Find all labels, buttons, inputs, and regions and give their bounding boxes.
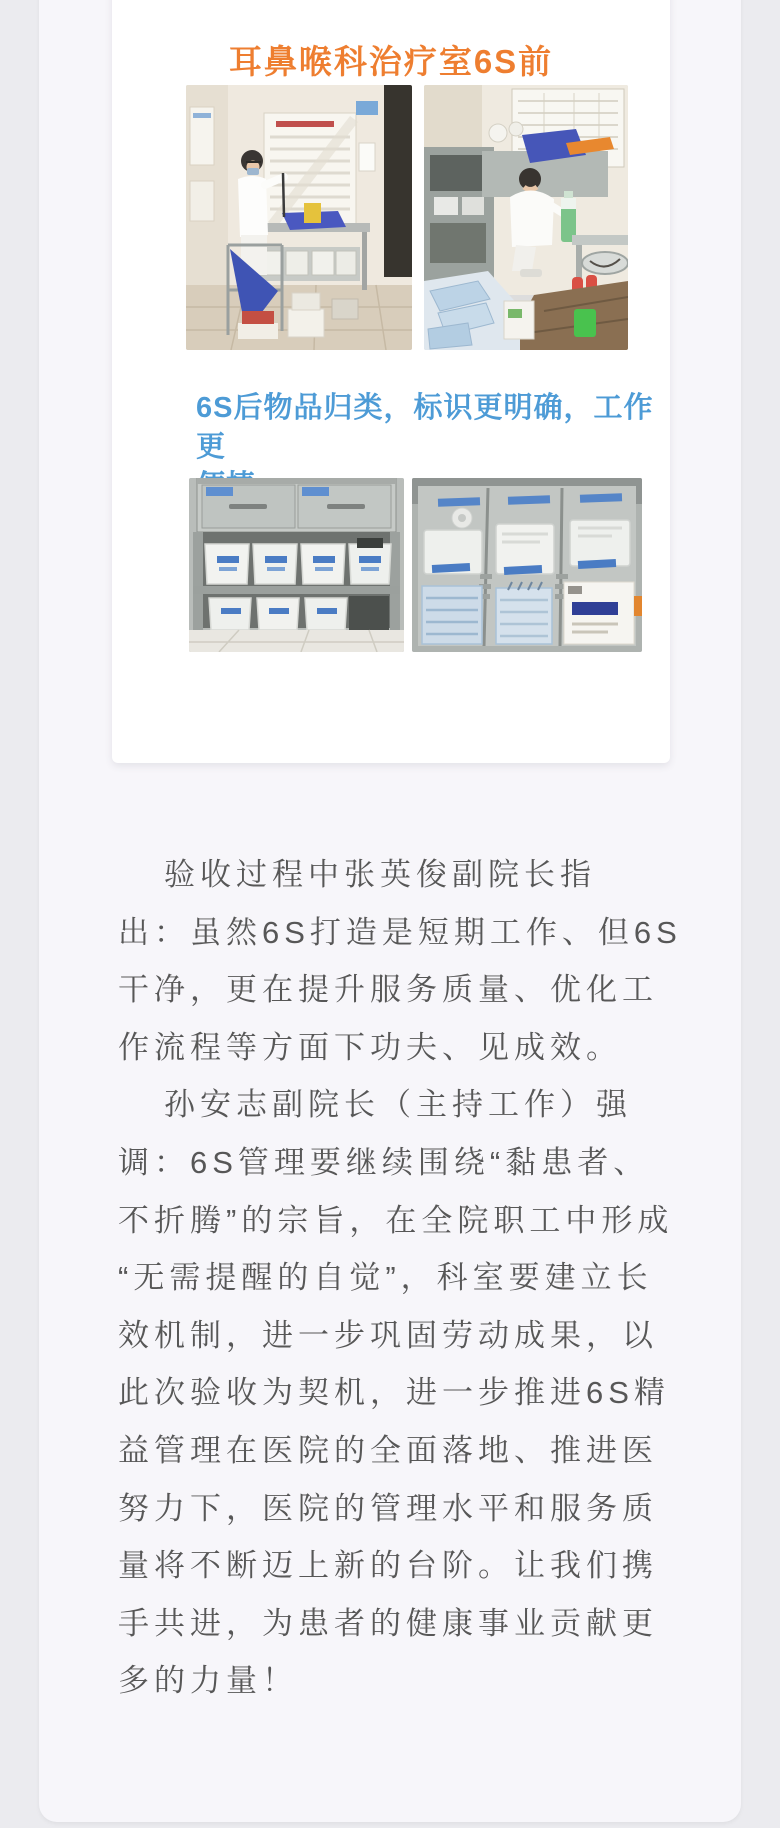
text-line: 努力下，医院的管理水平和服务质 [118, 1490, 658, 1526]
photo-illustration [412, 478, 642, 652]
text-line: 干净，更在提升服务质量、优化工 [118, 972, 658, 1008]
text-line: 效机制，进一步巩固劳动成果，以 [118, 1317, 658, 1353]
photo-illustration [424, 85, 628, 350]
text-line: 手共进，为患者的健康事业贡献更 [118, 1605, 658, 1641]
text-line: “无需提醒的自觉”，科室要建立长 [118, 1260, 653, 1296]
text-line: 调：6S管理要继续围绕“黏患者、 [118, 1144, 650, 1180]
text-line: 验收过程中张英俊副院长指 [164, 857, 596, 892]
text-line: 此次验收为契机，进一步推进6S精 [118, 1375, 670, 1411]
text-line: 孙安志副院长（主持工作）强 [164, 1087, 632, 1123]
photo-illustration [189, 478, 404, 652]
photo-illustration [186, 85, 412, 350]
article-body [118, 846, 682, 1710]
ent-treatment-room-before-photo-1[interactable] [186, 85, 412, 350]
text-line: 作流程等方面下功夫、见成效。 [118, 1029, 622, 1065]
text-line: 出：虽然6S打造是短期工作、但6S [118, 914, 682, 950]
text-line: 益管理在医院的全面落地、推进医 [118, 1432, 658, 1468]
ent-cabinet-after-photo-1[interactable] [189, 478, 404, 652]
text-line: 量将不断迈上新的台阶。让我们携 [118, 1548, 658, 1584]
text-line: 不折腾”的宗旨，在全院职工中形成 [118, 1202, 674, 1238]
ent-drawer-after-photo-2[interactable] [412, 478, 642, 652]
text-line: 多的力量！ [118, 1663, 298, 1699]
ent-treatment-room-before-photo-2[interactable] [424, 85, 628, 350]
section-heading-before-6s: 耳鼻喉科治疗室6S前 [228, 43, 554, 80]
heading-line: 6S后物品归类，标识更明确，工作更 [196, 392, 654, 463]
